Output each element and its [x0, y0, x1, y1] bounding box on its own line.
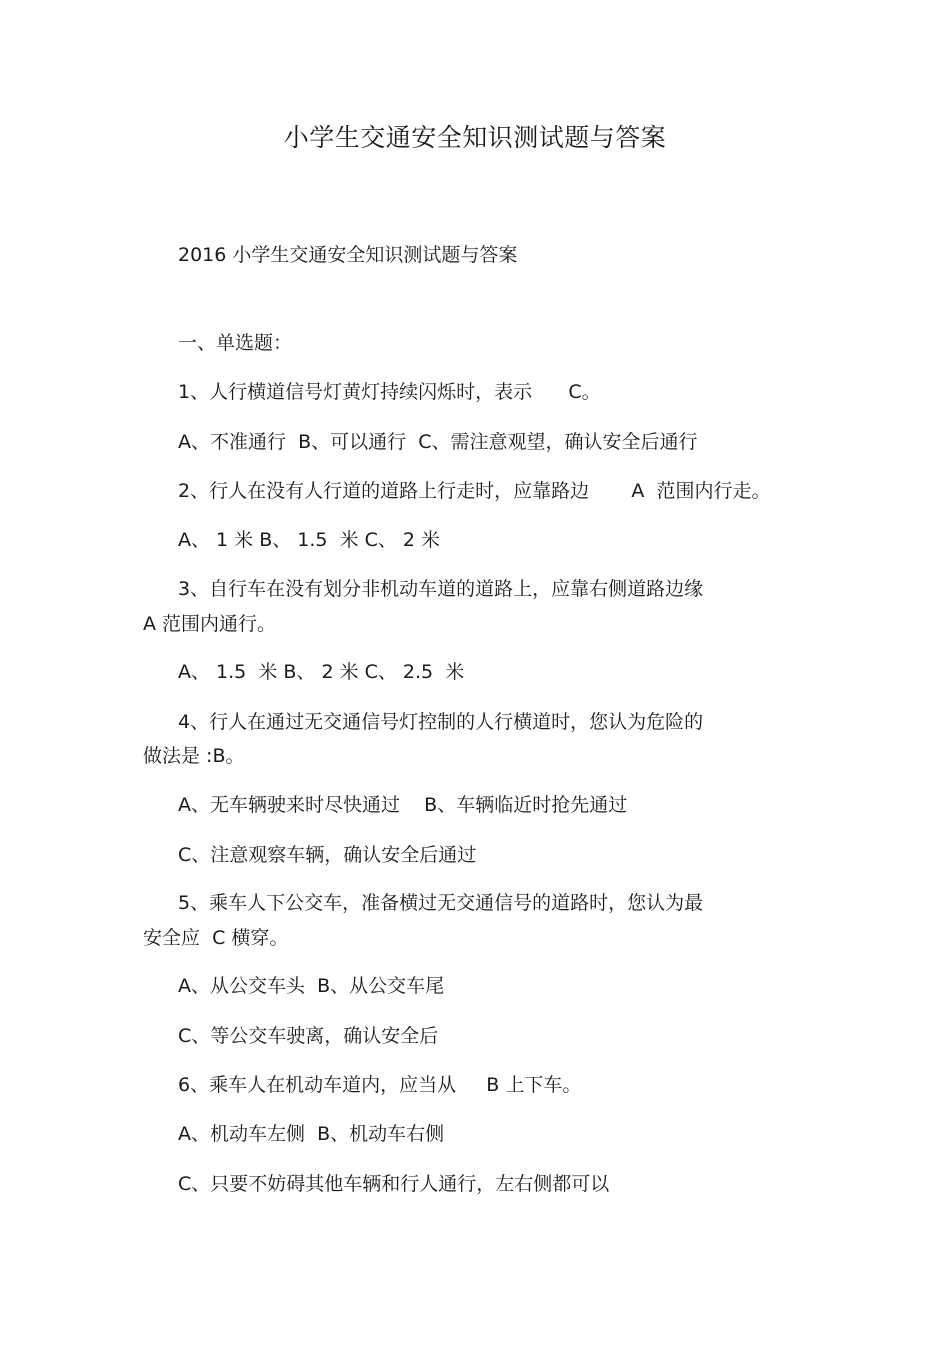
- question-3-options: A、 1.5 米 B、 2 米 C、 2.5 米: [178, 661, 465, 683]
- question-4-options-c: C、注意观察车辆，确认安全后通过: [178, 844, 477, 866]
- question-1-options: A、不准通行 B、可以通行 C、需注意观望，确认安全后通行: [178, 431, 698, 453]
- question-6-text: 6、乘车人在机动车道内，应当从 B 上下车。: [178, 1074, 582, 1096]
- question-3-text-continued: A 范围内通行。: [143, 613, 277, 635]
- question-2-options: A、 1 米 B、 1.5 米 C、 2 米: [178, 529, 441, 551]
- question-4-text: 4、行人在通过无交通信号灯控制的人行横道时，您认为危险的: [178, 711, 704, 733]
- question-5-options-ab: A、从公交车头 B、从公交车尾: [178, 975, 445, 997]
- question-5-text: 5、乘车人下公交车，准备横过无交通信号的道路时，您认为最: [178, 892, 704, 914]
- question-6-options-c: C、只要不妨碍其他车辆和行人通行，左右侧都可以: [178, 1173, 610, 1195]
- document-title: 小学生交通安全知识测试题与答案: [283, 123, 667, 152]
- section-heading: 一、单选题：: [178, 332, 293, 354]
- question-4-options-ab: A、无车辆驶来时尽快通过 B、车辆临近时抢先通过: [178, 794, 628, 816]
- document-subtitle: 2016 小学生交通安全知识测试题与答案: [178, 244, 518, 266]
- question-5-options-c: C、等公交车驶离，确认安全后: [178, 1025, 439, 1047]
- question-1-text: 1、人行横道信号灯黄灯持续闪烁时，表示 C。: [178, 381, 601, 403]
- question-3-text: 3、自行车在没有划分非机动车道的道路上，应靠右侧道路边缘: [178, 578, 704, 600]
- question-6-options-ab: A、机动车左侧 B、机动车右侧: [178, 1123, 445, 1145]
- question-5-text-continued: 安全应 C 横穿。: [143, 927, 289, 949]
- question-4-text-continued: 做法是 :B。: [143, 745, 245, 767]
- question-2-text: 2、行人在没有人行道的道路上行走时，应靠路边 A 范围内行走。: [178, 480, 771, 502]
